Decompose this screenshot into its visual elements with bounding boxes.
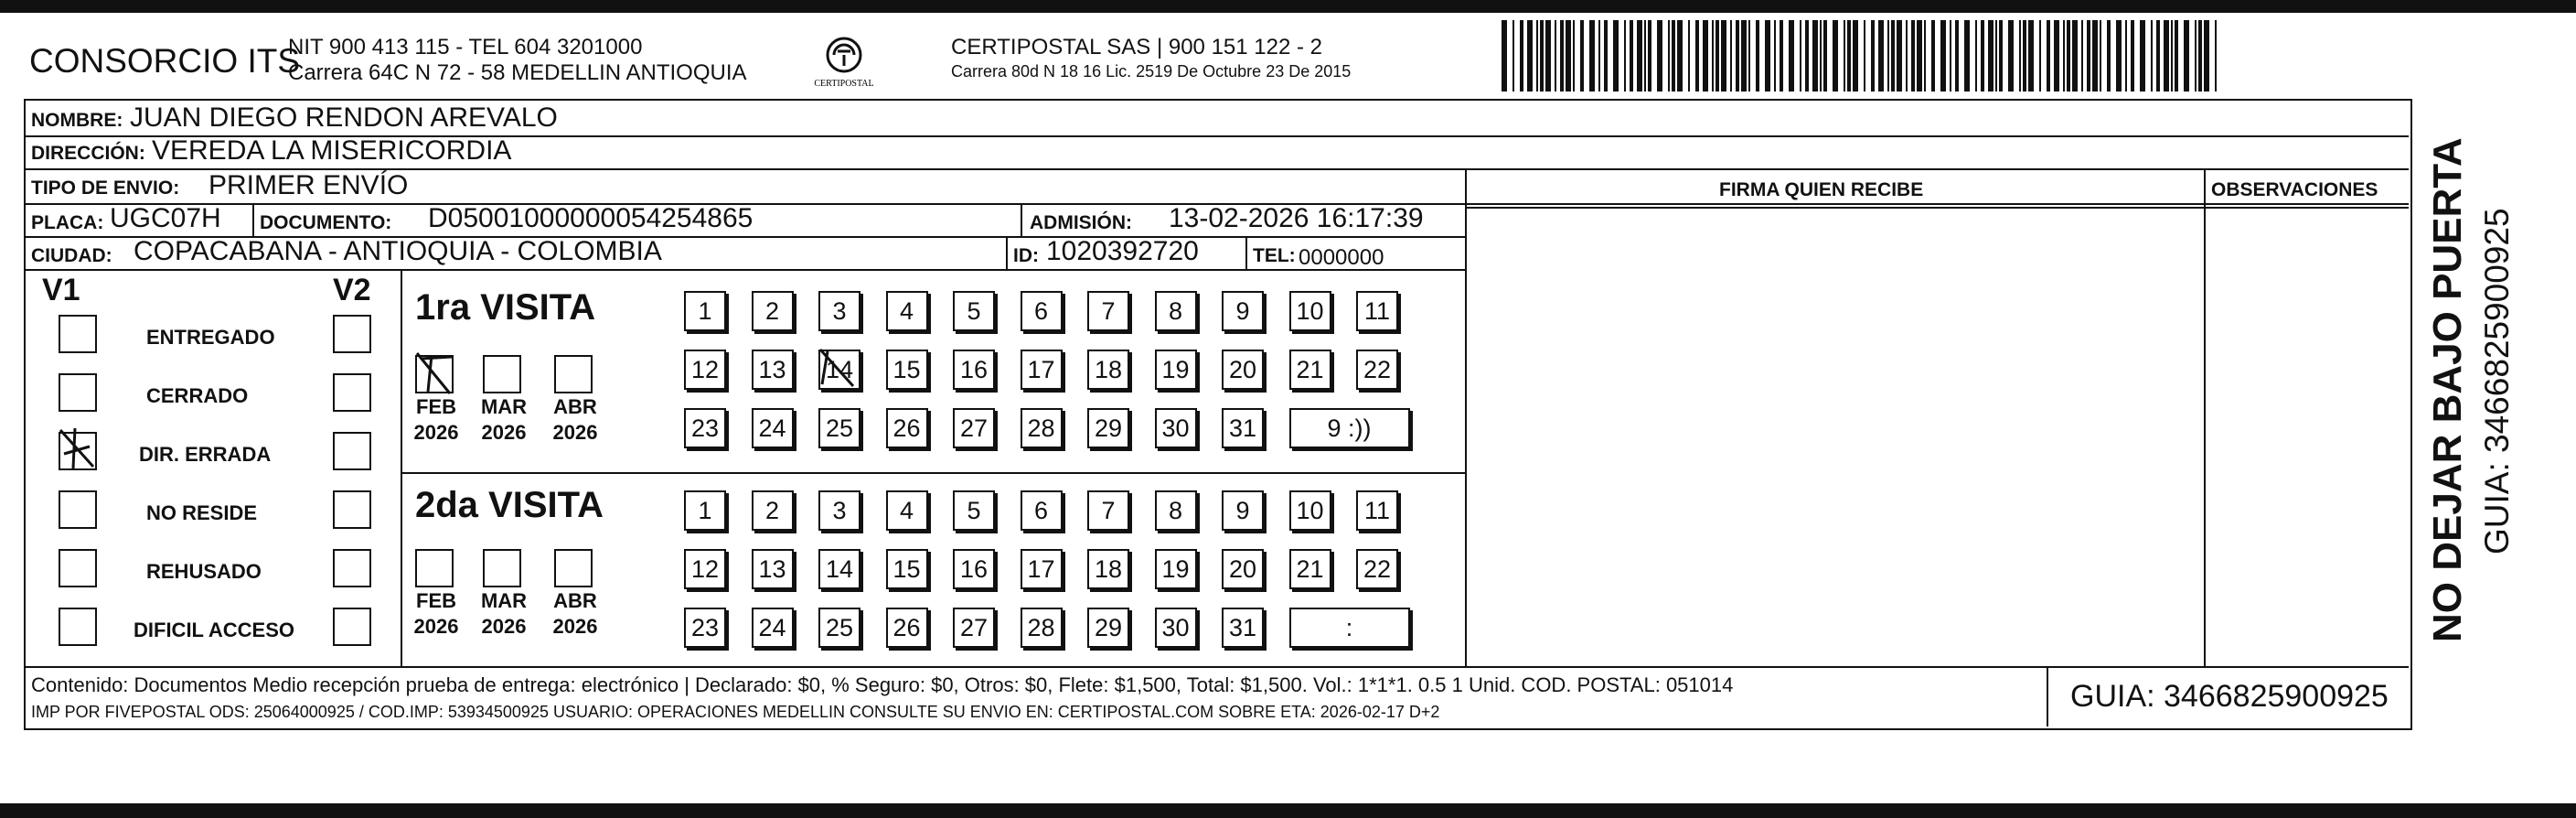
- barcode-bar: [2100, 20, 2101, 91]
- admision-label: ADMISIÓN:: [1030, 212, 1132, 233]
- v1-checkbox[interactable]: [59, 608, 97, 646]
- barcode-bar: [1955, 20, 1959, 91]
- barcode-bar: [1765, 20, 1770, 91]
- barcode-bar: [1712, 20, 1714, 91]
- day-box[interactable]: 17: [1021, 549, 1063, 589]
- barcode-bar: [1950, 20, 1951, 91]
- tipo-label: TIPO DE ENVIO:: [31, 178, 180, 199]
- v2-checkbox[interactable]: [333, 608, 371, 646]
- day-box[interactable]: 21: [1289, 350, 1331, 390]
- day-box[interactable]: 4: [886, 291, 928, 331]
- footer-print-info: IMP POR FIVEPOSTAL ODS: 25064000925 / COD.IMP: 53934500925 USUARIO: OPERACIONES MEDELLIN CONSULTE SU ENVIO EN: CERTIPOSTAL.COM SOBRE ETA: 2026-02-17 D+2: [31, 703, 1440, 721]
- tel-label: TEL:: [1253, 245, 1296, 266]
- direccion-label: DIRECCIÓN:: [31, 143, 145, 164]
- year-label: 2026: [413, 421, 459, 444]
- month-checkbox[interactable]: [415, 355, 454, 393]
- barcode-bar: [1887, 20, 1889, 91]
- status-label: DIR. ERRADA: [139, 443, 272, 466]
- day-box[interactable]: 20: [1222, 549, 1264, 589]
- barcode-bar: [1847, 20, 1851, 91]
- day-box[interactable]: 2: [752, 490, 794, 531]
- day-box[interactable]: 30: [1155, 608, 1197, 648]
- barcode-bar: [1924, 20, 1926, 91]
- status-label: CERRADO: [146, 384, 249, 407]
- company-nit: NIT 900 413 115 - TEL 604 3201000: [288, 35, 643, 59]
- status-label: REHUSADO: [146, 560, 262, 583]
- barcode-bar: [2156, 20, 2160, 91]
- day-box[interactable]: 6: [1021, 291, 1063, 331]
- barcode-bar: [1672, 20, 1675, 91]
- barcode-bar: [2063, 20, 2065, 91]
- day-box[interactable]: 31: [1222, 608, 1264, 648]
- day-box[interactable]: 1: [684, 291, 726, 331]
- footer-guia: GUIA: 3466825900925: [2070, 679, 2389, 714]
- side-warning: NO DEJAR BAJO PUERTA: [2425, 137, 2470, 642]
- barcode-bar: [2023, 20, 2026, 91]
- day-box[interactable]: 25: [818, 608, 860, 648]
- day-box[interactable]: 29: [1087, 408, 1129, 448]
- barcode-bar: [1864, 20, 1865, 91]
- day-box[interactable]: 18: [1087, 549, 1129, 589]
- day-box[interactable]: 10: [1289, 291, 1331, 331]
- barcode-bar: [1648, 20, 1651, 91]
- barcode-bar: [1741, 20, 1747, 91]
- status-label: DIFICIL ACCESO: [134, 619, 295, 641]
- day-box[interactable]: 7: [1087, 291, 1129, 331]
- ciudad-value: COPACABANA - ANTIOQUIA - COLOMBIA: [134, 236, 662, 266]
- barcode-bar: [1756, 20, 1759, 91]
- barcode-bar: [1573, 20, 1575, 91]
- barcode-bar: [2028, 20, 2034, 91]
- month-label: FEB: [416, 395, 456, 418]
- status-label: NO RESIDE: [146, 501, 258, 524]
- month-checkbox[interactable]: [483, 549, 521, 587]
- barcode-bar: [1891, 20, 1895, 91]
- v2-checkbox[interactable]: [333, 549, 371, 587]
- barcode-bar: [2125, 20, 2127, 91]
- status-label: ENTREGADO: [146, 326, 275, 349]
- barcode-bar: [2164, 20, 2169, 91]
- year-label: 2026: [552, 421, 598, 444]
- day-box[interactable]: 17: [1021, 350, 1063, 390]
- barcode-bar: [1545, 20, 1551, 91]
- month-checkbox[interactable]: [554, 549, 593, 587]
- barcode-bar: [2054, 20, 2059, 91]
- barcode-bar: [1748, 20, 1750, 91]
- barcode-bar: [1780, 20, 1783, 91]
- barcode-bar: [2198, 20, 2202, 91]
- barcode-bar: [2171, 20, 2173, 91]
- year-label: 2026: [413, 615, 459, 638]
- barcode-bar: [1688, 20, 1690, 91]
- day-box[interactable]: 6: [1021, 490, 1063, 531]
- month-label: FEB: [416, 589, 456, 612]
- admision-value: 13-02-2026 16:17:39: [1169, 203, 1424, 233]
- barcode-bar: [1988, 20, 1993, 91]
- day-box[interactable]: 12: [684, 350, 726, 390]
- day-box[interactable]: 5: [953, 291, 995, 331]
- day-box[interactable]: 15: [886, 549, 928, 589]
- barcode: [1502, 20, 2224, 91]
- day-box[interactable]: 3: [818, 490, 860, 531]
- barcode-bar: [1823, 20, 1827, 91]
- placa-label: PLACA:: [31, 212, 104, 233]
- barcode-bar: [2081, 20, 2083, 91]
- visit2-title: 2da VISITA: [415, 485, 604, 525]
- day-box[interactable]: 26: [886, 408, 928, 448]
- day-box[interactable]: 27: [953, 408, 995, 448]
- barcode-bar: [1878, 20, 1884, 91]
- barcode-bar: [1999, 20, 2003, 91]
- day-box[interactable]: 1: [684, 490, 726, 531]
- barcode-bar: [1853, 20, 1858, 91]
- firma-column-header: FIRMA QUIEN RECIBE: [1719, 179, 1924, 200]
- barcode-bar: [1995, 20, 1997, 91]
- barcode-bar: [1668, 20, 1670, 91]
- barcode-bar: [2204, 20, 2209, 91]
- barcode-bar: [1833, 20, 1838, 91]
- day-box[interactable]: 31: [1222, 408, 1264, 448]
- barcode-bar: [1589, 20, 1595, 91]
- time-box[interactable]: 9 :)): [1289, 408, 1410, 448]
- day-box[interactable]: 12: [684, 549, 726, 589]
- barcode-bar: [1975, 20, 1977, 91]
- barcode-bar: [2195, 20, 2197, 91]
- month-checkbox[interactable]: [483, 355, 521, 393]
- barcode-bar: [2116, 20, 2122, 91]
- v1-checkbox[interactable]: [59, 490, 97, 529]
- barcode-bar: [1911, 20, 1915, 91]
- day-box[interactable]: 27: [953, 608, 995, 648]
- carrier-name: CERTIPOSTAL SAS | 900 151 122 - 2: [951, 35, 1322, 59]
- v2-header: V2: [333, 273, 371, 307]
- barcode-bar: [2175, 20, 2178, 91]
- day-box[interactable]: 19: [1155, 549, 1197, 589]
- day-box[interactable]: 13: [752, 549, 794, 589]
- barcode-bar: [1940, 20, 1946, 91]
- day-box[interactable]: 11: [1356, 490, 1398, 531]
- barcode-bar: [1637, 20, 1642, 91]
- svg-text:CERTIPOSTAL: CERTIPOSTAL: [814, 79, 874, 89]
- v1-checkbox[interactable]: [59, 373, 97, 412]
- day-box[interactable]: 16: [953, 549, 995, 589]
- barcode-bar: [1716, 20, 1719, 91]
- year-label: 2026: [552, 615, 598, 638]
- v2-checkbox[interactable]: [333, 490, 371, 529]
- barcode-bar: [1512, 20, 1514, 91]
- barcode-bar: [1736, 20, 1739, 91]
- month-label: ABR: [553, 589, 597, 612]
- barcode-bar: [1844, 20, 1845, 91]
- day-box[interactable]: 4: [886, 490, 928, 531]
- side-guia: GUIA: 3466825900925: [2478, 208, 2516, 554]
- day-box[interactable]: 9: [1222, 291, 1264, 331]
- year-label: 2026: [481, 421, 527, 444]
- id-label: ID:: [1013, 245, 1039, 266]
- barcode-bar: [1555, 20, 1556, 91]
- nombre-label: NOMBRE:: [31, 110, 123, 131]
- barcode-bar: [2131, 20, 2134, 91]
- day-box[interactable]: 22: [1356, 549, 1398, 589]
- year-label: 2026: [481, 615, 527, 638]
- day-box[interactable]: 26: [886, 608, 928, 648]
- day-box[interactable]: 19: [1155, 350, 1197, 390]
- barcode-bar: [1527, 20, 1533, 91]
- day-box[interactable]: 30: [1155, 408, 1197, 448]
- tel-value: 0000000: [1299, 245, 1384, 270]
- barcode-bar: [2184, 20, 2189, 91]
- barcode-bar: [1536, 20, 1538, 91]
- day-box[interactable]: 25: [818, 408, 860, 448]
- barcode-bar: [1812, 20, 1818, 91]
- tipo-value: PRIMER ENVÍO: [208, 170, 409, 200]
- barcode-bar: [2047, 20, 2050, 91]
- barcode-bar: [1644, 20, 1646, 91]
- day-box[interactable]: 21: [1289, 549, 1331, 589]
- barcode-bar: [2039, 20, 2041, 91]
- barcode-bar: [1871, 20, 1875, 91]
- v1-checkbox[interactable]: [59, 549, 97, 587]
- barcode-bar: [1560, 20, 1564, 91]
- barcode-bar: [1580, 20, 1584, 91]
- barcode-bar: [1657, 20, 1662, 91]
- carrier-address: Carrera 80d N 18 16 Lic. 2519 De Octubre 23 De 2015: [951, 62, 1352, 81]
- day-box[interactable]: 22: [1356, 350, 1398, 390]
- day-box[interactable]: 14: [818, 350, 860, 390]
- id-value: 1020392720: [1046, 236, 1199, 266]
- day-box[interactable]: 15: [886, 350, 928, 390]
- day-box[interactable]: 18: [1087, 350, 1129, 390]
- v2-checkbox[interactable]: [333, 373, 371, 412]
- barcode-bar: [1774, 20, 1776, 91]
- day-box[interactable]: 13: [752, 350, 794, 390]
- month-checkbox[interactable]: [554, 355, 593, 393]
- barcode-bar: [1695, 20, 1699, 91]
- day-box[interactable]: 24: [752, 408, 794, 448]
- barcode-bar: [1520, 20, 1523, 91]
- barcode-bar: [1502, 20, 1507, 91]
- month-checkbox[interactable]: [415, 549, 454, 587]
- placa-value: UGC07H: [110, 203, 221, 233]
- v1-checkbox[interactable]: [59, 315, 97, 353]
- barcode-bar: [1931, 20, 1935, 91]
- direccion-value: VEREDA LA MISERICORDIA: [152, 135, 512, 166]
- day-box[interactable]: 23: [684, 408, 726, 448]
- day-box[interactable]: 23: [684, 608, 726, 648]
- barcode-bar: [1789, 20, 1794, 91]
- day-box[interactable]: 29: [1087, 608, 1129, 648]
- v2-checkbox[interactable]: [333, 315, 371, 353]
- company-name: CONSORCIO ITS: [29, 42, 301, 80]
- barcode-bar: [2151, 20, 2153, 91]
- barcode-bar: [1677, 20, 1683, 91]
- barcode-bar: [1721, 20, 1726, 91]
- visit1-title: 1ra VISITA: [415, 287, 596, 328]
- barcode-bar: [1805, 20, 1809, 91]
- barcode-bar: [2107, 20, 2111, 91]
- ciudad-label: CIUDAD:: [31, 245, 112, 266]
- barcode-bar: [2092, 20, 2098, 91]
- barcode-bar: [1566, 20, 1571, 91]
- barcode-bar: [2067, 20, 2070, 91]
- barcode-bar: [1820, 20, 1822, 91]
- observaciones-column-header: OBSERVACIONES: [2211, 179, 2378, 200]
- barcode-bar: [2008, 20, 2014, 91]
- delivery-form: [24, 99, 2412, 730]
- documento-value: D05001000000054254865: [428, 203, 754, 233]
- day-box[interactable]: 5: [953, 490, 995, 531]
- bottom-border: [0, 803, 2576, 818]
- day-box[interactable]: 10: [1289, 490, 1331, 531]
- barcode-bar: [2087, 20, 2090, 91]
- barcode-bar: [1981, 20, 1984, 91]
- day-box[interactable]: 28: [1021, 608, 1063, 648]
- barcode-bar: [1540, 20, 1544, 91]
- barcode-bar: [1906, 20, 1908, 91]
- nombre-value: JUAN DIEGO RENDON AREVALO: [130, 102, 558, 133]
- day-box[interactable]: 20: [1222, 350, 1264, 390]
- documento-label: DOCUMENTO:: [260, 212, 392, 233]
- barcode-bar: [1598, 20, 1600, 91]
- day-box[interactable]: 3: [818, 291, 860, 331]
- barcode-bar: [1730, 20, 1732, 91]
- day-box[interactable]: 24: [752, 608, 794, 648]
- barcode-bar: [1613, 20, 1619, 91]
- time-box[interactable]: :: [1289, 608, 1410, 648]
- day-box[interactable]: 9: [1222, 490, 1264, 531]
- barcode-bar: [1800, 20, 1801, 91]
- day-box[interactable]: 28: [1021, 408, 1063, 448]
- barcode-bar: [1897, 20, 1902, 91]
- barcode-bar: [1917, 20, 1922, 91]
- barcode-bar: [1964, 20, 1970, 91]
- day-box[interactable]: 8: [1155, 490, 1197, 531]
- barcode-bar: [2072, 20, 2078, 91]
- v1-header: V1: [42, 273, 80, 307]
- barcode-bar: [2140, 20, 2145, 91]
- v2-checkbox[interactable]: [333, 432, 371, 470]
- footer-contents: Contenido: Documentos Medio recepción prueba de entrega: electrónico | Declarado: $0, % Seguro: $0, Otros: $0, Flete: $1,500, Total: $1,500. Vol.: 1*1*1. 0.5 1 Unid. COD. POSTAL: 051014: [31, 673, 1734, 696]
- company-address: Carrera 64C N 72 - 58 MEDELLIN ANTIOQUIA: [288, 60, 747, 85]
- month-label: MAR: [480, 395, 528, 418]
- day-box[interactable]: 2: [752, 291, 794, 331]
- day-box[interactable]: 7: [1087, 490, 1129, 531]
- day-box[interactable]: 8: [1155, 291, 1197, 331]
- day-box[interactable]: 16: [953, 350, 995, 390]
- barcode-bar: [1624, 20, 1626, 91]
- month-label: MAR: [480, 589, 528, 612]
- barcode-bar: [2019, 20, 2021, 91]
- v1-checkbox[interactable]: [59, 432, 97, 470]
- barcode-bar: [1604, 20, 1608, 91]
- day-box[interactable]: 14: [818, 549, 860, 589]
- barcode-bar: [1703, 20, 1708, 91]
- month-label: ABR: [553, 395, 597, 418]
- barcode-bar: [2215, 20, 2217, 91]
- top-border: [0, 0, 2576, 13]
- barcode-bar: [1630, 20, 1633, 91]
- day-box[interactable]: 11: [1356, 291, 1398, 331]
- certipostal-logo: [812, 33, 876, 97]
